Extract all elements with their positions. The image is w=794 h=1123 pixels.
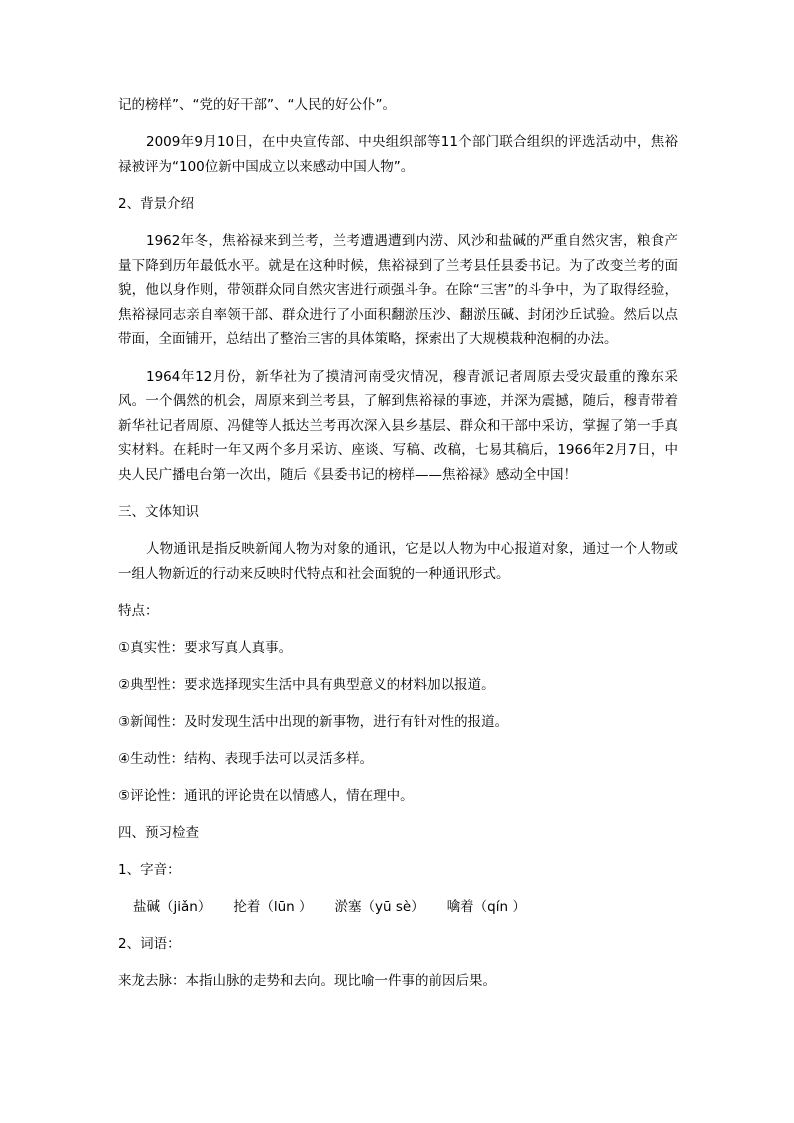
background-heading: 2、背景介绍 <box>118 196 195 212</box>
feature-item: ⑤评论性：通讯的评论贵在以情感人，情在理中。 <box>118 788 414 804</box>
words-heading: 2、词语： <box>118 936 181 952</box>
genre-heading: 三、文体知识 <box>118 504 199 520</box>
pinyin-item: 噙着（qín ） <box>446 899 526 915</box>
background-paragraph-1: 1962年冬，焦裕禄来到兰考，兰考遭遇遭到内涝、风沙和盐碱的严重自然灾害，粮食产量下降到历年最低水平。就是在这种时候，焦裕禄到了兰考县任县委书记。为了改变兰考的面貌，他以身作则，带领群众同自然灾害进行顽强斗争。在除“三害”的斗争中，为了取得经验，焦裕禄同志亲自率领干部、群众进行了小面积翻淤压沙、翻淤压碱、封闭沙丘试验。然后以点带面，全面铺开，总结出了整治三害的具体策略，探索出了大规模栽种泡桐的办法。 <box>118 233 678 347</box>
genre-paragraph: 人物通讯是指反映新闻人物为对象的通讯，它是以人物为中心报道对象，通过一个人物或一组人物新近的行动来反映时代特点和社会面貌的一种通讯形式。 <box>118 541 678 582</box>
pinyin-item: 盐碱（jiǎn） <box>133 899 212 915</box>
feature-item: ①真实性：要求写真人真事。 <box>118 640 293 656</box>
feature-item: ②典型性：要求选择现实生活中具有典型意义的材料加以报道。 <box>118 677 495 693</box>
pronunciation-heading: 1、字音： <box>118 862 181 878</box>
pinyin-row <box>118 895 678 919</box>
document-page <box>118 93 678 993</box>
features-heading: 特点： <box>118 603 159 619</box>
feature-item: ③新闻性：及时发现生活中出现的新事物，进行有针对性的报道。 <box>118 714 509 730</box>
pinyin-item: 淤塞（yū sè） <box>334 899 425 915</box>
preview-heading: 四、预习检查 <box>118 825 199 841</box>
pinyin-item: 抡着（lūn ） <box>233 899 313 915</box>
background-paragraph-2: 1964年12月份，新华社为了摸清河南受灾情况，穆青派记者周原去受灾最重的豫东采风。一个偶然的机会，周原来到兰考县，了解到焦裕禄的事迹，并深为震撼，随后，穆青带着新华社记者周原、冯健等人抵达兰考再次深入县乡基层、群众和干部中采访，掌握了第一手真实材料。在耗时一年又两个多月采访、座谈、写稿、改稿，七易其稿后，1966年2月7日，中央人民广播电台第一次出，随后《县委书记的榜样——焦裕禄》感动全中国！ <box>118 368 678 483</box>
award-paragraph: 2009年9月10日，在中央宣传部、中央组织部等11个部门联合组织的评选活动中，焦裕禄被评为“100位新中国成立以来感动中国人物”。 <box>118 134 678 175</box>
intro-tail-text: 记的榜样”、“党的好干部”、“人民的好公仆”。 <box>118 97 396 113</box>
words-definition: 来龙去脉：本指山脉的走势和去向。现比喻一件事的前因后果。 <box>118 973 496 989</box>
feature-item: ④生动性：结构、表现手法可以灵活多样。 <box>118 751 374 767</box>
